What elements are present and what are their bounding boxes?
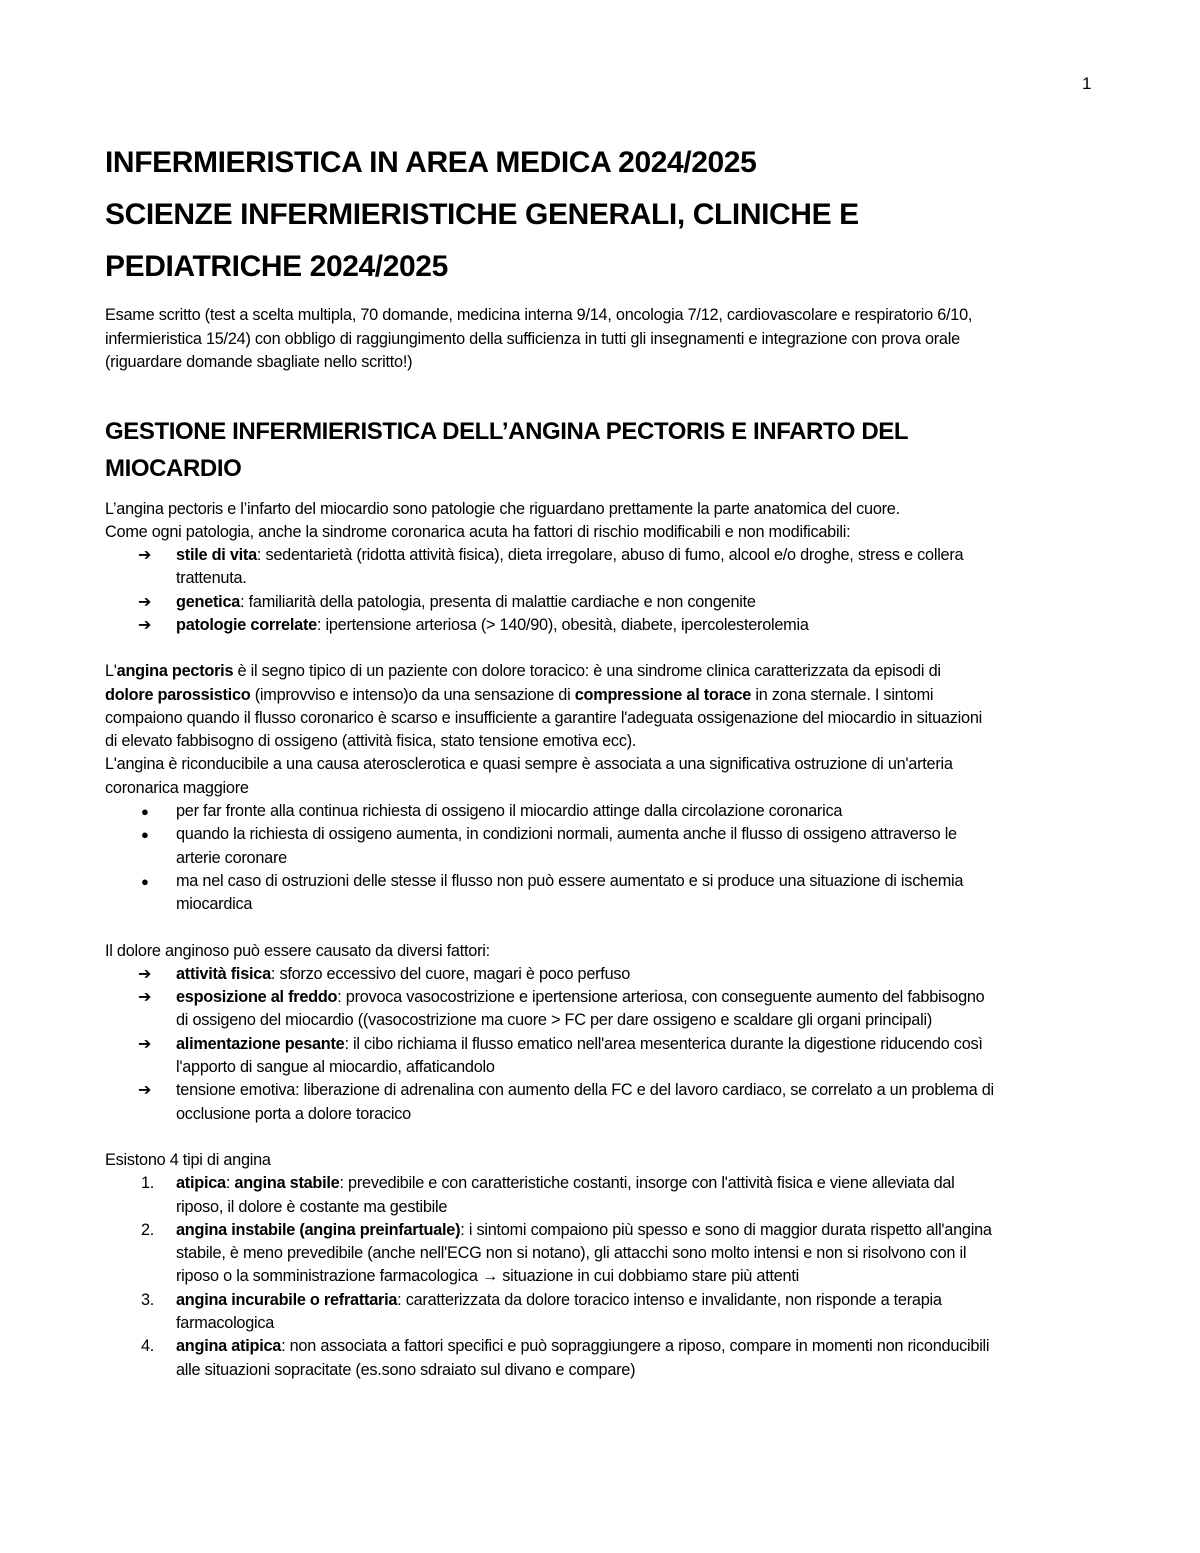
angina-types-list bbox=[105, 1172, 1097, 1382]
list-item: 3. angina incurabile o refrattaria: caratterizzata da dolore toracico intenso e invalidante, non risponde a terapia farmacologica bbox=[141, 1290, 942, 1332]
intro-paragraph: L’angina pectoris e l’infarto del miocardio sono patologie che riguardano prettamente la parte anatomica del cuore. Come ogni patologia, anche la sindrome coronarica acuta ha fattori di rischio modificabili e non modificabili: bbox=[105, 499, 900, 541]
list-number: 2. bbox=[141, 1220, 155, 1239]
list-item: ➔ stile di vita: sedentarietà (ridotta attività fisica), dieta irregolare, abuso di fumo, alcool e/o droghe, stress e collera trattenuta. bbox=[138, 546, 964, 588]
title-block bbox=[105, 0, 1097, 293]
section-heading: GESTIONE INFERMIERISTICA DELL’ANGINA PECTORIS E INFARTO DEL MIOCARDIO bbox=[105, 417, 909, 482]
list-item: ● quando la richiesta di ossigeno aumenta, in condizioni normali, aumenta anche il flusso di ossigeno attraverso le arterie coronare bbox=[141, 825, 957, 867]
arrow-bullet-icon: ➔ bbox=[138, 1082, 152, 1100]
types-intro: Esistono 4 tipi di angina bbox=[105, 1150, 271, 1169]
dot-bullet-icon: ● bbox=[141, 827, 149, 843]
risk-factor-list bbox=[105, 544, 1097, 637]
list-item: 1. atipica: angina stabile: prevedibile e con caratteristiche costanti, insorge con l'attività fisica e viene alleviata dal riposo, il dolore è costante ma gestibile bbox=[141, 1174, 955, 1216]
pain-factor-list bbox=[105, 963, 1097, 1126]
course-title-3: PEDIATRICHE 2024/2025 bbox=[105, 250, 448, 283]
exam-info: Esame scritto (test a scelta multipla, 70 domande, medicina interna 9/14, oncologia 7/12, cardiovascolare e respiratorio 6/10, infermieristica 15/24) con obbligo di raggiungimento della sufficienza in tutti gli insegnamenti e integrazione con prova orale (riguardare domande sbagliate nello scritto!) bbox=[105, 306, 973, 371]
list-item: ● per far fronte alla continua richiesta di ossigeno il miocardio attinge dalla circolazione coronarica bbox=[105, 800, 1097, 823]
list-item: ➔ alimentazione pesante: il cibo richiama il flusso ematico nell'area mesenterica durante la digestione riducendo così l'apporto di sangue al miocardio, affaticandolo bbox=[138, 1034, 983, 1077]
list-item: ➔ tensione emotiva: liberazione di adrenalina con aumento della FC e del lavoro cardiaco, se correlato a un problema di occlusione porta a dolore toracico bbox=[138, 1081, 994, 1123]
list-number: 1. bbox=[141, 1174, 155, 1193]
dot-bullet-icon: ● bbox=[141, 873, 149, 889]
page-number: 1 bbox=[1082, 74, 1092, 93]
arrow-bullet-icon: ➔ bbox=[138, 547, 152, 565]
list-number: 4. bbox=[141, 1337, 155, 1356]
document-page bbox=[105, 0, 1097, 1382]
arrow-bullet-icon: ➔ bbox=[138, 1035, 152, 1053]
list-item: ● ma nel caso di ostruzioni delle stesse il flusso non può essere aumentato e si produce una situazione di ischemia miocardica bbox=[141, 871, 964, 914]
arrow-bullet-icon: ➔ bbox=[138, 593, 152, 611]
list-item: ➔ patologie correlate: ipertensione arteriosa (> 140/90), obesità, diabete, ipercolesterolemia bbox=[105, 614, 1097, 637]
dot-bullet-icon: ● bbox=[141, 804, 149, 820]
pain-intro: Il dolore anginoso può essere causato da diversi fattori: bbox=[105, 941, 490, 960]
list-item: ➔ attività fisica: sforzo eccessivo del cuore, magari è poco perfuso bbox=[105, 963, 1097, 986]
list-item: 2. angina instabile (angina preinfartuale): i sintomi compaiono più spesso e sono di maggior durata rispetto all'angina stabile, è meno prevedibile (anche nell'ECG non si notano), gli attacchi sono molto intensi e non si risolvono con il riposo o la somministrazione farmacologica → situazione in cui dobbiamo stare più attenti bbox=[141, 1220, 992, 1286]
angina-definition: L'angina pectoris è il segno tipico di un paziente con dolore toracico: è una sindrome clinica caratterizzata da episodi di dolore parossistico (improvviso e intenso)o da una sensazione di compressione al torace in zona sternale. I sintomi compaiono quando il flusso coronarico è scarso e insufficiente a garantire l'adeguata ossigenazione del miocardio in situazioni di elevato fabbisogno di ossigeno (attività fisica, stato tensione emotiva ecc). L'angina è riconducibile a una causa aterosclerotica e quasi sempre è associata a una significativa ostruzione di un'arteria coronarica maggiore bbox=[105, 662, 983, 797]
arrow-bullet-icon: ➔ bbox=[138, 616, 152, 634]
list-item: ➔ genetica: familiarità della patologia, presenta di malattie cardiache e non congenite bbox=[105, 591, 1097, 614]
arrow-bullet-icon: ➔ bbox=[138, 989, 152, 1007]
course-title-2: SCIENZE INFERMIERISTICHE GENERALI, CLINICHE E bbox=[105, 198, 859, 231]
list-item: 4. angina atipica: non associata a fattori specifici e può sopraggiungere a riposo, compare in momenti non riconducibili alle situazioni sopracitate (es.sono sdraiato sul divano e compare) bbox=[141, 1337, 990, 1379]
list-number: 3. bbox=[141, 1290, 155, 1309]
arrow-bullet-icon: ➔ bbox=[138, 965, 152, 983]
course-title: INFERMIERISTICA IN AREA MEDICA 2024/2025 bbox=[105, 146, 757, 179]
list-item: ➔ esposizione al freddo: provoca vasocostrizione e ipertensione arteriosa, con conseguente aumento del fabbisogno di ossigeno del miocardio ((vasocostrizione ma cuore > FC per dare ossigeno e scaldare gli organi principali) bbox=[138, 988, 985, 1030]
mechanism-list bbox=[105, 800, 1097, 916]
